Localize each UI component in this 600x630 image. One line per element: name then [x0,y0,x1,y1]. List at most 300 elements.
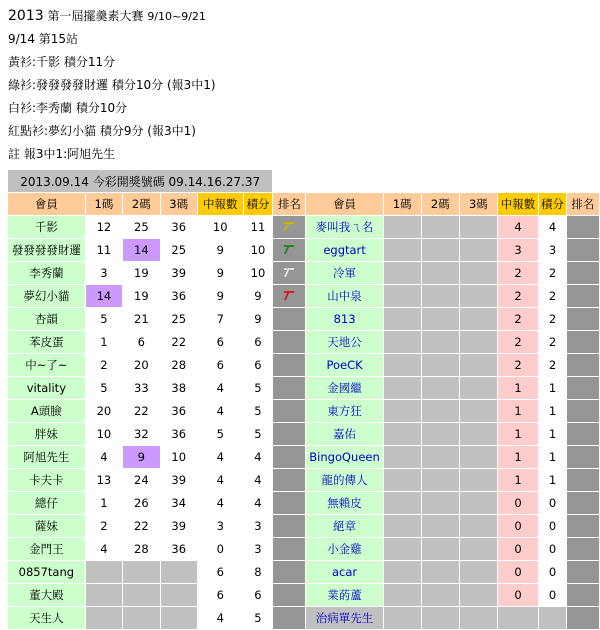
hit-count: 9 [197,285,243,308]
pick-n2-right [421,423,459,446]
pick-n1: 11 [85,239,122,262]
member-name: A頭臉 [8,400,86,423]
member-name-right: 治病單先生 [306,607,383,630]
points-right: 2 [539,308,567,331]
points: 6 [243,354,273,377]
pick-n2-right [421,239,459,262]
pick-n3: 36 [160,400,197,423]
pick-n2-right [421,400,459,423]
points: 10 [243,239,273,262]
member-name-right: 嘉佑 [306,423,383,446]
pick-n3: 39 [160,262,197,285]
pick-n3-right [459,492,497,515]
header-line-yellow: 黃衫:千影 積分11分 [8,55,116,69]
pick-n1: 1 [85,492,122,515]
pick-n1 [85,561,122,584]
rank-cell [273,262,306,285]
hit-count: 5 [197,423,243,446]
rank-cell [273,561,306,584]
pick-n1-right [383,446,421,469]
pick-n1-right [383,400,421,423]
hit-count: 9 [197,262,243,285]
points-right: 2 [539,262,567,285]
rank-cell [273,607,306,630]
pick-n3-right [459,239,497,262]
member-name-right: acar [306,561,383,584]
member-name: 千影 [8,216,86,239]
pick-n3: 10 [160,446,197,469]
points: 5 [243,607,273,630]
pick-n3: 38 [160,377,197,400]
member-name-right: 業菂蘆 [306,584,383,607]
member-name-right: 冷軍 [306,262,383,285]
member-name: 杏韻 [8,308,86,331]
hit-count: 6 [197,354,243,377]
pick-n2: 24 [123,469,160,492]
points-right: 3 [539,239,567,262]
pick-n3-right [459,538,497,561]
pick-n1-right [383,285,421,308]
header-title-line [8,8,206,25]
pick-n1-right [383,354,421,377]
table-row [8,423,600,446]
pick-n1-right [383,607,421,630]
points: 9 [243,308,273,331]
pick-n3: 25 [160,308,197,331]
rank-cell-right [566,331,599,354]
points: 5 [243,377,273,400]
header-line-green: 綠衫:發發發發財邏 積分10分 (報3中1) [8,78,216,92]
hit-count: 4 [197,469,243,492]
member-name: 阿旭先生 [8,446,86,469]
hit-count-right: 0 [497,561,538,584]
rank-cell-right [566,515,599,538]
hit-count: 4 [197,377,243,400]
rank-cell [273,354,306,377]
pick-n1: 2 [85,515,122,538]
col-member: 會員 [8,193,86,216]
points-right: 4 [539,216,567,239]
hit-count-right [497,607,538,630]
pick-n3: 36 [160,285,197,308]
pick-n2-right [421,538,459,561]
hit-count-right: 1 [497,469,538,492]
pick-n2: 14 [123,239,160,262]
pick-n2-right [421,607,459,630]
rank-cell [273,308,306,331]
member-name: 發發發發財邏 [8,239,86,262]
pick-n2 [123,607,160,630]
hit-count-right: 4 [497,216,538,239]
hit-count-right: 2 [497,331,538,354]
pick-n3-right [459,469,497,492]
header-row [8,193,600,216]
pick-n3-right [459,262,497,285]
pick-n3-right [459,584,497,607]
member-name: 薩妹 [8,515,86,538]
hit-count: 4 [197,446,243,469]
pick-n2 [123,561,160,584]
rank-cell-right [566,377,599,400]
pick-n1-right [383,262,421,285]
table-row [8,308,600,331]
rank-cell [273,584,306,607]
points-right: 0 [539,538,567,561]
col-member-right: 會員 [306,193,383,216]
points: 5 [243,423,273,446]
header-event: 第一屆擺羹素大賽 [47,9,144,23]
pick-n3-right [459,377,497,400]
rank-cell [273,492,306,515]
pick-n3: 36 [160,423,197,446]
pick-n1-right [383,331,421,354]
hit-count: 6 [197,584,243,607]
pick-n1: 20 [85,400,122,423]
member-name-right: 無賴皮 [306,492,383,515]
points-right: 0 [539,584,567,607]
rank-cell-right [566,354,599,377]
pick-n2: 6 [123,331,160,354]
pick-n3-right [459,331,497,354]
col-2: 2碼 [123,193,160,216]
rank-cell-right [566,216,599,239]
pick-n3: 39 [160,515,197,538]
pick-n1: 10 [85,423,122,446]
points: 4 [243,469,273,492]
hit-count-right: 2 [497,308,538,331]
member-name: vitality [8,377,86,400]
points: 3 [243,538,273,561]
pick-n3 [160,607,197,630]
rank-cell-right [566,400,599,423]
hit-count-right: 2 [497,262,538,285]
pick-n3-right [459,308,497,331]
pick-n1-right [383,239,421,262]
points: 6 [243,331,273,354]
member-name-right: 山中泉 [306,285,383,308]
points: 4 [243,492,273,515]
table-row [8,607,600,630]
member-name: 金門王 [8,538,86,561]
pick-n1: 4 [85,538,122,561]
pick-n3-right [459,285,497,308]
pick-n2-right [421,331,459,354]
pick-n3: 36 [160,216,197,239]
hit-count-right: 0 [497,584,538,607]
table-row [8,239,600,262]
pick-n3-right [459,400,497,423]
pick-n3-right [459,354,497,377]
header-line-white: 白衫:李秀蘭 積分10分 [8,101,128,115]
points: 9 [243,285,273,308]
table-row [8,377,600,400]
rank-cell-right [566,285,599,308]
member-name-right: 天地公 [306,331,383,354]
pick-n3: 25 [160,239,197,262]
rank-cell [273,469,306,492]
points-right: 1 [539,377,567,400]
member-name-right: 麥叫我ㄟ名 [306,216,383,239]
hit-count: 0 [197,538,243,561]
member-name: 中~了~ [8,354,86,377]
pick-n2-right [421,262,459,285]
pick-n1-right [383,377,421,400]
points-right: 0 [539,492,567,515]
header-line-red: 紅點衫:夢幻小貓 積分9分 (報3中1) [8,124,196,138]
table-row [8,262,600,285]
member-name: 胖妹 [8,423,86,446]
rank-cell [273,331,306,354]
pick-n1 [85,607,122,630]
red-jersey-icon [283,290,295,300]
col-2-right: 2碼 [421,193,459,216]
points: 10 [243,262,273,285]
hit-count-right: 0 [497,515,538,538]
table-row [8,538,600,561]
rank-cell-right [566,538,599,561]
pick-n3 [160,584,197,607]
rank-cell-right [566,469,599,492]
rank-cell-right [566,561,599,584]
hit-count: 6 [197,331,243,354]
col-rank-right: 排名 [566,193,599,216]
pick-n1: 5 [85,308,122,331]
pick-n1-right [383,423,421,446]
pick-n2-right [421,446,459,469]
points-right: 1 [539,400,567,423]
rank-cell [273,446,306,469]
hit-count: 7 [197,308,243,331]
member-name: 天生人 [8,607,86,630]
table-row [8,515,600,538]
pick-n3: 36 [160,538,197,561]
table-row [8,216,600,239]
draw-bar-row [8,170,600,193]
member-name: 卡夫卡 [8,469,86,492]
pick-n2: 32 [123,423,160,446]
col-points-right: 積分 [539,193,567,216]
pick-n1: 4 [85,446,122,469]
rank-cell [273,285,306,308]
rank-cell-right [566,262,599,285]
points: 5 [243,400,273,423]
col-1-right: 1碼 [383,193,421,216]
header-dates: 9/10~9/21 [147,10,206,23]
pick-n2-right [421,354,459,377]
points: 4 [243,446,273,469]
hit-count-right: 1 [497,400,538,423]
pick-n2-right [421,377,459,400]
points-right [539,607,567,630]
pick-n3: 22 [160,331,197,354]
member-name: 苯皮蛋 [8,331,86,354]
green-jersey-icon [283,244,295,254]
pick-n2: 9 [123,446,160,469]
header-stage: 9/14 第15站 [8,32,79,46]
member-name-right: PoeCK [306,354,383,377]
pick-n1-right [383,216,421,239]
pick-n1-right [383,561,421,584]
table-row [8,400,600,423]
hit-count: 4 [197,607,243,630]
hit-count-right: 2 [497,285,538,308]
col-3: 3碼 [160,193,197,216]
col-hits: 中報數 [197,193,243,216]
pick-n2-right [421,492,459,515]
pick-n2: 21 [123,308,160,331]
pick-n2: 26 [123,492,160,515]
col-hits-right: 中報數 [497,193,538,216]
rank-cell-right [566,308,599,331]
pick-n1: 14 [85,285,122,308]
hit-count-right: 1 [497,423,538,446]
pick-n1-right [383,584,421,607]
hit-count-right: 1 [497,446,538,469]
pick-n1-right [383,515,421,538]
pick-n2: 19 [123,285,160,308]
col-1: 1碼 [85,193,122,216]
white-jersey-icon [283,267,295,277]
points-right: 1 [539,423,567,446]
pick-n2: 33 [123,377,160,400]
pick-n3-right [459,561,497,584]
member-name: 李秀蘭 [8,262,86,285]
hit-count: 3 [197,515,243,538]
member-name: 0857tang [8,561,86,584]
pick-n2: 20 [123,354,160,377]
pick-n1: 3 [85,262,122,285]
hit-count-right: 0 [497,492,538,515]
pick-n1-right [383,469,421,492]
yellow-jersey-icon [283,221,295,231]
table-row [8,285,600,308]
rank-cell-right [566,492,599,515]
points-right: 0 [539,515,567,538]
pick-n3-right [459,216,497,239]
pick-n1: 5 [85,377,122,400]
hit-count: 4 [197,400,243,423]
points-right: 1 [539,446,567,469]
pick-n3: 39 [160,469,197,492]
member-name-right: 金國繼 [306,377,383,400]
pick-n2-right [421,308,459,331]
pick-n1: 13 [85,469,122,492]
col-3-right: 3碼 [459,193,497,216]
hit-count: 4 [197,492,243,515]
pick-n3-right [459,446,497,469]
rank-cell [273,423,306,446]
pick-n3: 34 [160,492,197,515]
points: 8 [243,561,273,584]
rank-cell [273,538,306,561]
pick-n2-right [421,515,459,538]
member-name-right: BingoQueen [306,446,383,469]
rank-cell [273,239,306,262]
pick-n2 [123,584,160,607]
hit-count: 10 [197,216,243,239]
draw-bar: 2013.09.14 今彩開獎號碼 09.14.16.27.37 [8,170,273,193]
pick-n3 [160,561,197,584]
pick-n1: 1 [85,331,122,354]
pick-n3-right [459,423,497,446]
table-row [8,469,600,492]
points: 11 [243,216,273,239]
points-right: 1 [539,469,567,492]
pick-n3-right [459,515,497,538]
table-row [8,584,600,607]
points: 6 [243,584,273,607]
pick-n2: 22 [123,400,160,423]
pick-n1 [85,584,122,607]
hit-count-right: 3 [497,239,538,262]
points-right: 2 [539,331,567,354]
member-name-right: eggtart [306,239,383,262]
points-right: 2 [539,354,567,377]
member-name-right: 龍的傳人 [306,469,383,492]
pick-n2: 19 [123,262,160,285]
member-name-right: 813 [306,308,383,331]
table-row [8,354,600,377]
points-right: 2 [539,285,567,308]
hit-count-right: 0 [497,538,538,561]
col-rank: 排名 [273,193,306,216]
pick-n2-right [421,285,459,308]
rank-cell-right [566,423,599,446]
member-name: 夢幻小貓 [8,285,86,308]
hit-count: 9 [197,239,243,262]
table-row [8,446,600,469]
member-name-right: 絕章 [306,515,383,538]
pick-n1-right [383,308,421,331]
table-row [8,492,600,515]
pick-n1-right [383,538,421,561]
hit-count-right: 1 [497,377,538,400]
pick-n2-right [421,561,459,584]
table-row [8,331,600,354]
header-year: 2013 [8,8,44,24]
pick-n2: 28 [123,538,160,561]
header-note: 註 報3中1:阿旭先生 [8,147,116,161]
rank-cell-right [566,446,599,469]
pick-n2: 25 [123,216,160,239]
rank-cell [273,400,306,423]
pick-n3-right [459,607,497,630]
pick-n1: 12 [85,216,122,239]
table-row [8,561,600,584]
score-table [7,169,600,630]
member-name-right: 小金雞 [306,538,383,561]
member-name: 董大殿 [8,584,86,607]
pick-n1: 2 [85,354,122,377]
hit-count: 6 [197,561,243,584]
pick-n1-right [383,492,421,515]
member-name-right: 東方狂 [306,400,383,423]
pick-n2-right [421,469,459,492]
rank-cell-right [566,607,599,630]
points: 3 [243,515,273,538]
hit-count-right: 2 [497,354,538,377]
rank-cell [273,377,306,400]
rank-cell [273,216,306,239]
points-right: 0 [539,561,567,584]
pick-n2-right [421,584,459,607]
pick-n3: 28 [160,354,197,377]
member-name: 總仔 [8,492,86,515]
col-points: 積分 [243,193,273,216]
pick-n2: 22 [123,515,160,538]
pick-n2-right [421,216,459,239]
rank-cell-right [566,239,599,262]
